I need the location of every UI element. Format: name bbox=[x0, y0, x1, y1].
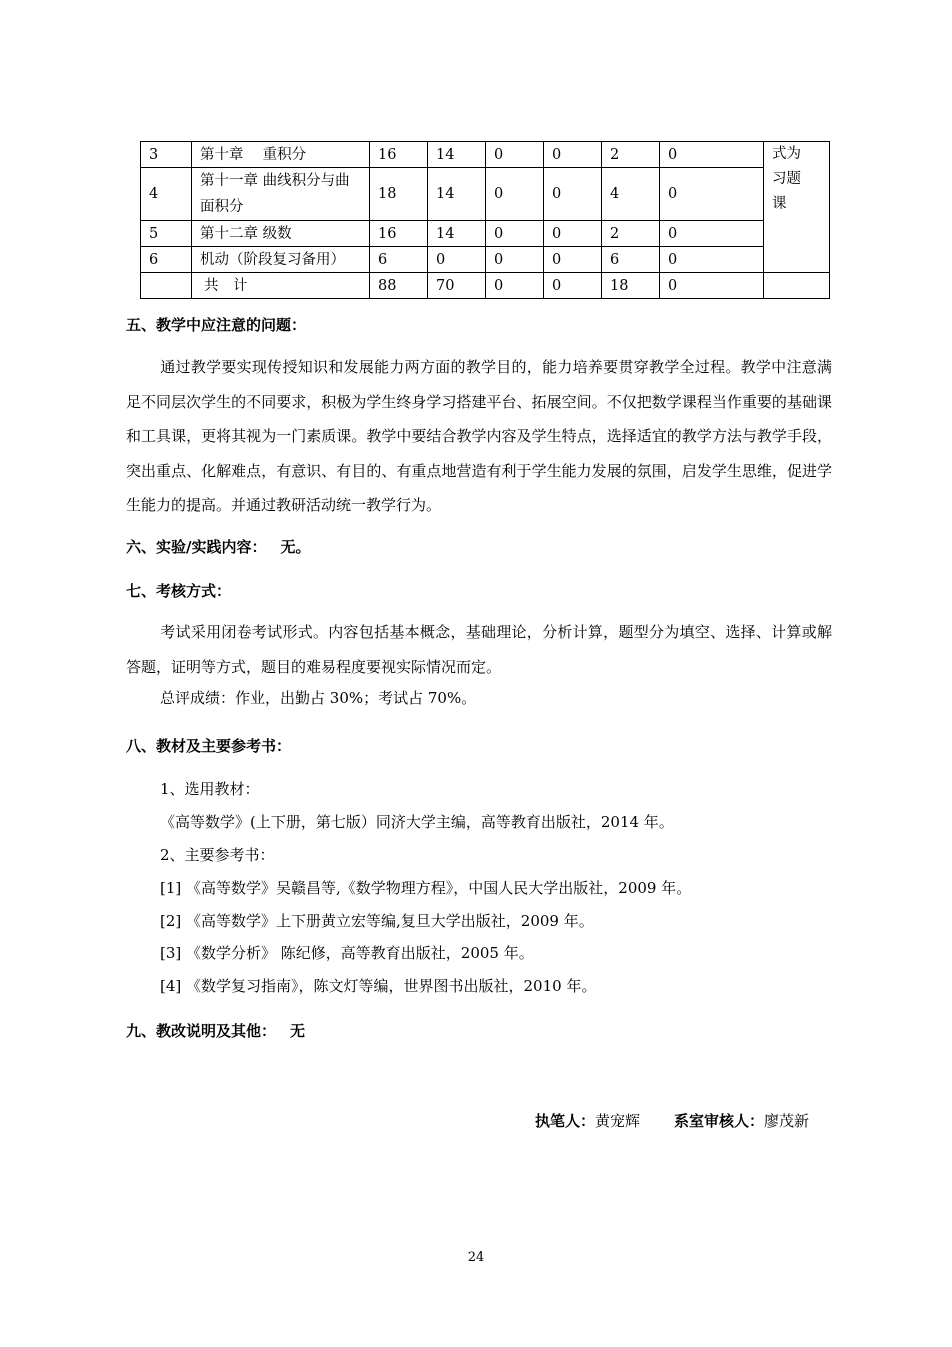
hours-cell: 14 bbox=[428, 168, 486, 221]
row-number: 6 bbox=[141, 247, 192, 273]
hours-cell: 0 bbox=[544, 168, 602, 221]
hours-cell: 16 bbox=[370, 142, 428, 168]
note-line: 式为 bbox=[772, 146, 801, 162]
chapter-cell: 第十二章 级数 bbox=[192, 221, 370, 247]
hours-cell: 0 bbox=[428, 247, 486, 273]
hours-cell: 0 bbox=[544, 247, 602, 273]
hours-cell: 0 bbox=[486, 221, 544, 247]
section-9-heading bbox=[126, 1020, 305, 1041]
hours-cell: 6 bbox=[602, 247, 660, 273]
row-number: 4 bbox=[141, 168, 192, 221]
reviewer-name: 廖茂新 bbox=[763, 1112, 809, 1130]
reviewer-label: 系室审核人： bbox=[673, 1112, 764, 1130]
hours-cell: 0 bbox=[544, 273, 602, 299]
total-row bbox=[141, 273, 830, 299]
row-number: 3 bbox=[141, 142, 192, 168]
hours-cell: 2 bbox=[602, 221, 660, 247]
chapter-cell: 第十章 重积分 bbox=[192, 142, 370, 168]
hours-cell: 14 bbox=[428, 221, 486, 247]
author-label: 执笔人： bbox=[534, 1112, 595, 1130]
refs-label: 2、主要参考书： bbox=[160, 846, 275, 864]
section-9-value: 无 bbox=[290, 1022, 306, 1040]
empty-cell bbox=[141, 273, 192, 299]
textbook-label: 1、选用教材： bbox=[160, 780, 260, 798]
section-5-paragraph bbox=[126, 350, 832, 523]
hours-cell: 18 bbox=[370, 168, 428, 221]
section-5-text: 通过教学要实现传授知识和发展能力两方面的教学目的，能力培养要贯穿教学全过程。教学中注意满足不同层次学生的不同要求，积极为学生终身学习搭建平台、拓展空间。不仅把数学课程当作重要的基础课和工具课，更将其视为一门素质课。教学中要结合教学内容及学生特点，选择适宜的教学方法与教学手段，突出重点、化解难点，有意识、有目的、有重点地营造有利于学生能力发展的氛围，启发学生思维，促进学生能力的提高。并通过教研活动统一教学行为。 bbox=[126, 358, 832, 514]
hours-cell: 0 bbox=[660, 142, 764, 168]
hours-cell: 4 bbox=[602, 168, 660, 221]
total-label: 共 计 bbox=[192, 273, 370, 299]
note-line: 课 bbox=[772, 196, 787, 212]
signature-line bbox=[535, 1110, 809, 1131]
section-5-heading: 五、教学中应注意的问题： bbox=[126, 316, 307, 334]
section-6-heading bbox=[126, 536, 311, 557]
section-9-title: 九、教改说明及其他： bbox=[126, 1022, 277, 1040]
hours-cell: 18 bbox=[602, 273, 660, 299]
section-6-value: 无。 bbox=[280, 538, 311, 556]
row-number: 5 bbox=[141, 221, 192, 247]
chapter-cell: 第十一章 曲线积分与曲面积分 bbox=[192, 168, 370, 221]
hours-cell: 2 bbox=[602, 142, 660, 168]
hours-cell: 0 bbox=[486, 142, 544, 168]
section-7-paragraph bbox=[126, 615, 832, 684]
note-line: 习题 bbox=[772, 171, 801, 187]
hours-table bbox=[140, 141, 830, 299]
section-6-title: 六、实验/实践内容： bbox=[126, 538, 267, 556]
hours-cell: 0 bbox=[544, 221, 602, 247]
hours-cell: 88 bbox=[370, 273, 428, 299]
section-8-heading: 八、教材及主要参考书： bbox=[126, 737, 292, 755]
table-row bbox=[141, 247, 830, 273]
table-row bbox=[141, 168, 830, 221]
chapter-cell: 机动（阶段复习备用） bbox=[192, 247, 370, 273]
hours-cell: 16 bbox=[370, 221, 428, 247]
hours-cell: 0 bbox=[544, 142, 602, 168]
hours-cell: 14 bbox=[428, 142, 486, 168]
hours-cell: 70 bbox=[428, 273, 486, 299]
section-7-heading: 七、考核方式： bbox=[126, 582, 232, 600]
hours-cell: 6 bbox=[370, 247, 428, 273]
author-name: 黄宠辉 bbox=[594, 1112, 640, 1130]
reference-item: [2] 《高等数学》上下册黄立宏等编,复旦大学出版社，2009 年。 bbox=[160, 912, 594, 930]
page-number: 24 bbox=[467, 1250, 485, 1265]
table-row bbox=[141, 221, 830, 247]
hours-cell: 0 bbox=[660, 168, 764, 221]
hours-cell: 0 bbox=[660, 273, 764, 299]
score-line: 总评成绩：作业，出勤占 30%；考试占 70%。 bbox=[160, 689, 477, 707]
note-cell bbox=[764, 142, 830, 273]
hours-cell: 0 bbox=[486, 247, 544, 273]
hours-cell: 0 bbox=[660, 221, 764, 247]
reference-item: [4] 《数学复习指南》，陈文灯等编，世界图书出版社，2010 年。 bbox=[160, 977, 597, 995]
reference-item: [1] 《高等数学》吴赣昌等,《数学物理方程》，中国人民大学出版社，2009 年。 bbox=[160, 879, 692, 897]
textbook-entry: 《高等数学》(上下册，第七版）同济大学主编，高等教育出版社，2014 年。 bbox=[160, 813, 674, 831]
empty-cell bbox=[764, 273, 830, 299]
hours-cell: 0 bbox=[486, 168, 544, 221]
hours-cell: 0 bbox=[660, 247, 764, 273]
hours-cell: 0 bbox=[486, 273, 544, 299]
reference-item: [3] 《数学分析》 陈纪修，高等教育出版社，2005 年。 bbox=[160, 944, 534, 962]
table-row bbox=[141, 142, 830, 168]
section-7-text: 考试采用闭卷考试形式。内容包括基本概念，基础理论，分析计算，题型分为填空、选择、计算或解答题，证明等方式，题目的难易程度要视实际情况而定。 bbox=[126, 623, 832, 676]
